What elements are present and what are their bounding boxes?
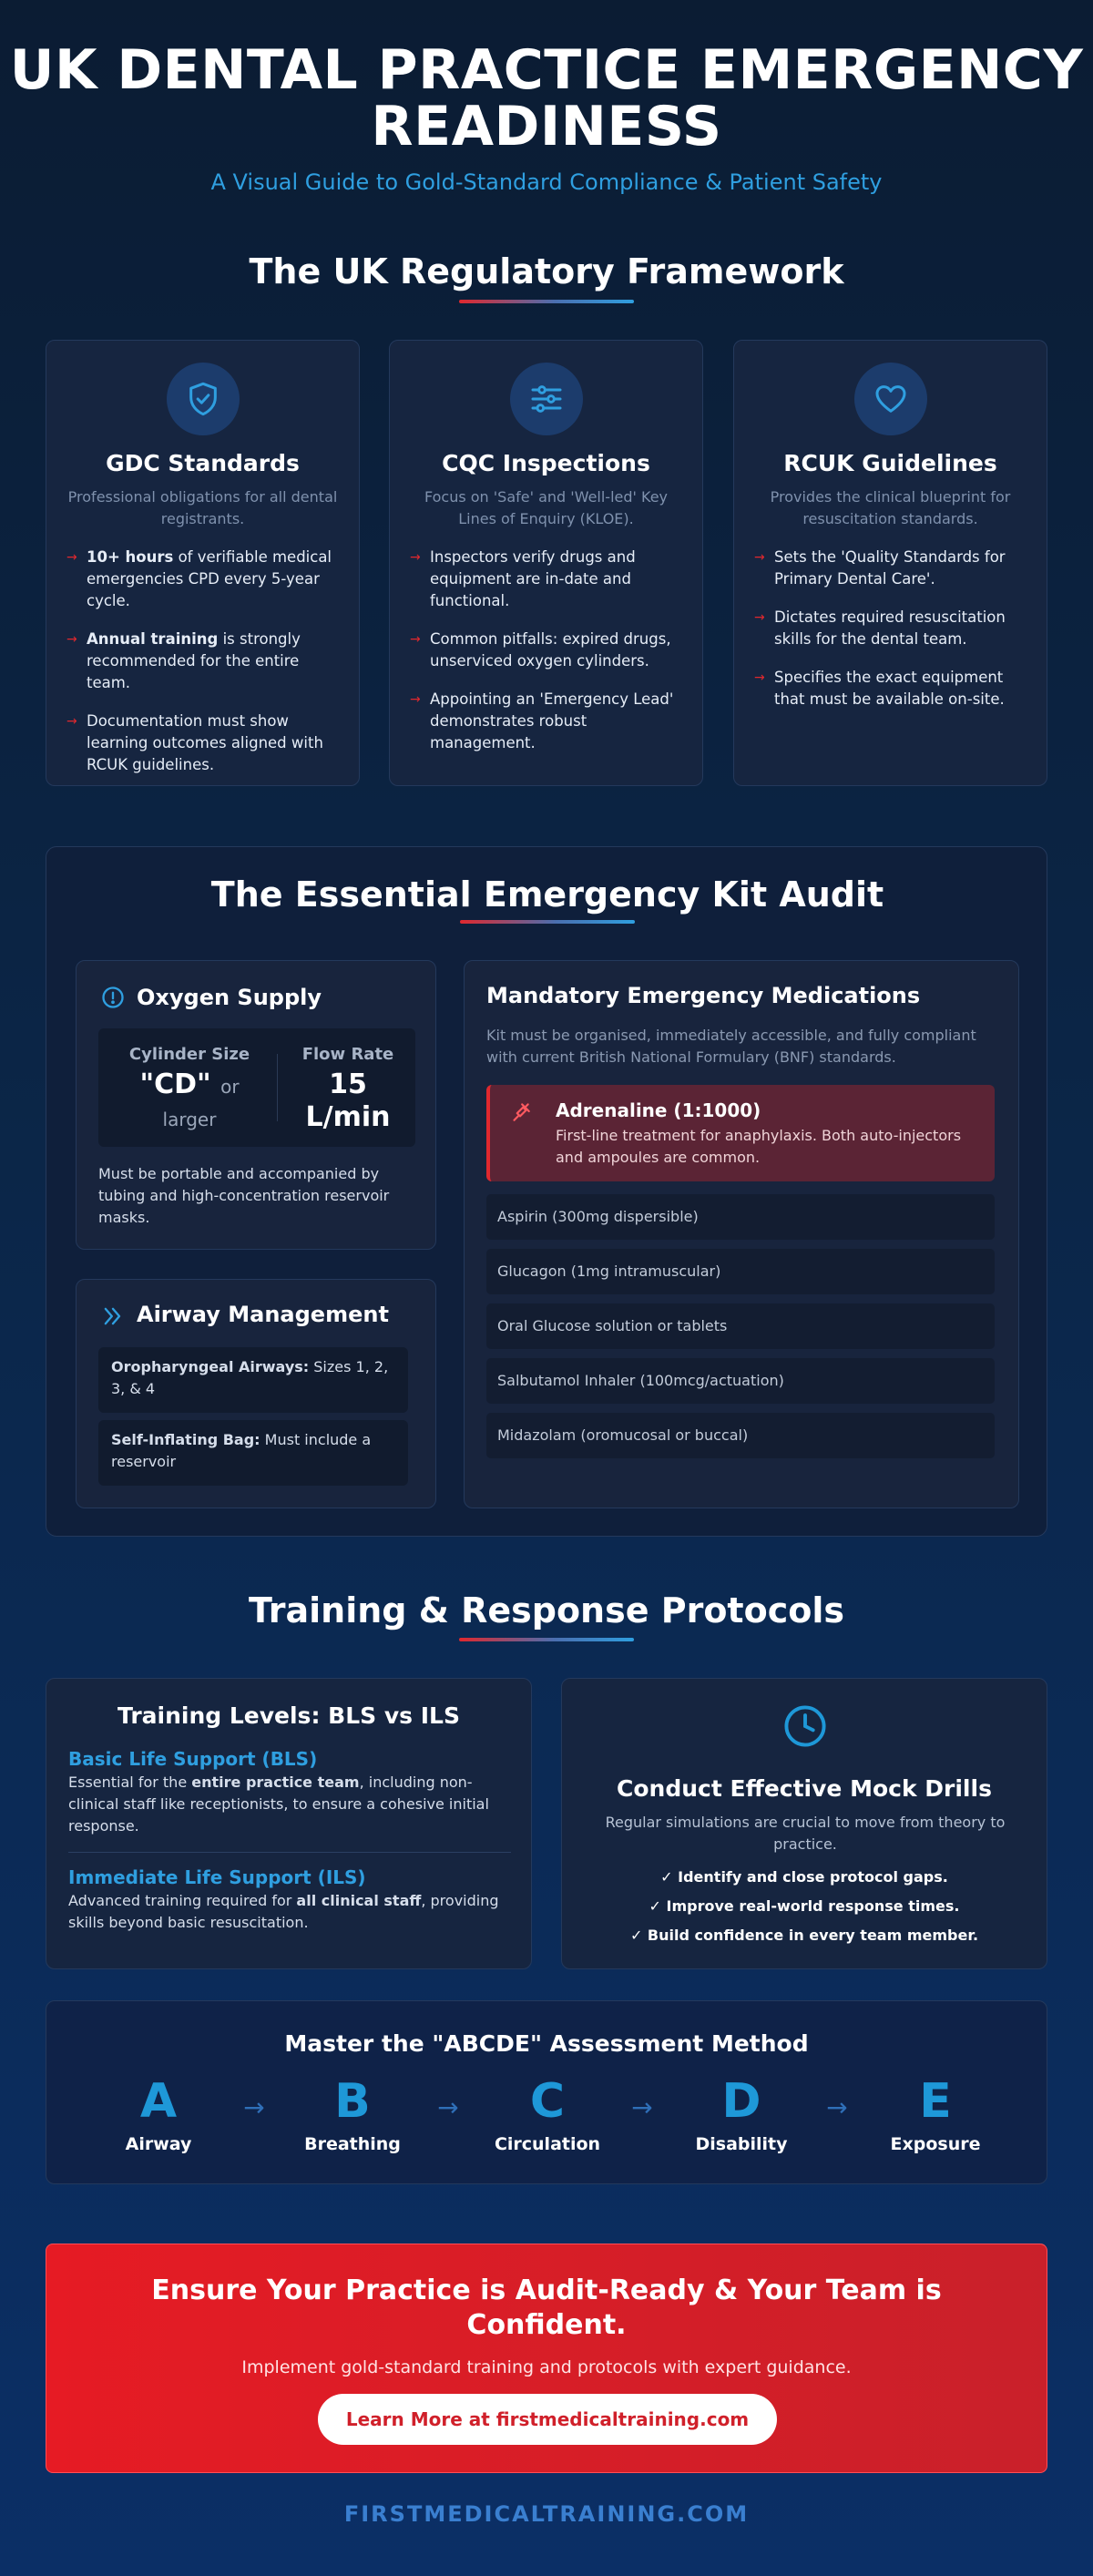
medication-row: Glucagon (1mg intramuscular) [486, 1249, 995, 1294]
adrenaline-highlight [486, 1085, 995, 1181]
rcuk-title: RCUK Guidelines [783, 450, 997, 476]
stat-divider [277, 1054, 278, 1121]
list-item: ✓ Build confidence in every team member. [629, 1927, 979, 1944]
footer-link[interactable]: FIRSTMEDICALTRAINING.COM [343, 2501, 750, 2527]
mock-drills-title: Conduct Effective Mock Drills [617, 1775, 992, 1802]
abcde-title: Master the "ABCDE" Assessment Method [284, 2030, 809, 2057]
training-title: Training & Response Protocols [249, 1590, 844, 1630]
arrow-right-icon: → [437, 2092, 459, 2122]
list-item: → Annual training is strongly recommended for the entire team. [66, 630, 301, 691]
title-line-1: UK DENTAL PRACTICE EMERGENCY [9, 38, 1084, 102]
gdc-title: GDC Standards [106, 450, 300, 476]
airway-title: Airway Management [137, 1302, 389, 1327]
list-item: → Sets the 'Quality Standards for Primary Dental Care'. [754, 548, 1006, 588]
cqc-subtitle: Focus on 'Safe' and 'Well-led' Key Lines of Enquiry (KLOE). [424, 488, 669, 527]
list-item: ✓ Improve real-world response times. [649, 1897, 960, 1915]
cqc-bullets [410, 547, 682, 771]
alert-circle-icon [100, 985, 126, 1014]
abcde-word: Breathing [304, 2134, 401, 2154]
list-item: → Documentation must show learning outcomes aligned with RCUK guidelines. [66, 712, 323, 773]
medication-row: Oral Glucose solution or tablets [486, 1303, 995, 1349]
arrow-right-icon: → [826, 2092, 848, 2122]
clock-icon [781, 1702, 829, 1753]
page-title [0, 38, 1093, 158]
list-item: → Specifies the exact equipment that must be available on-site. [754, 669, 1005, 708]
kit-rule [460, 920, 635, 924]
arrow-right-icon: → [631, 2092, 653, 2122]
list-item: → Common pitfalls: expired drugs, unserviced oxygen cylinders. [410, 630, 671, 670]
list-item: Oropharyngeal Airways: Sizes 1, 2, 3, & 4 [98, 1347, 408, 1413]
abcde-word: Exposure [890, 2134, 981, 2154]
medication-row: Salbutamol Inhaler (100mcg/actuation) [486, 1358, 995, 1404]
oxygen-note: Must be portable and accompanied by tubing and high-concentration reservoir masks. [98, 1165, 390, 1226]
abcde-panel [46, 2000, 1047, 2184]
abcde-word: Disability [695, 2134, 788, 2154]
rcuk-card [733, 340, 1047, 786]
list-item: → Inspectors verify drugs and equipment are in-date and functional. [410, 548, 636, 609]
list-item: → Appointing an 'Emergency Lead' demonstrates robust management. [410, 690, 674, 751]
shield-check-icon [167, 363, 240, 435]
framework-rule [459, 300, 634, 303]
abcde-letter: B [334, 2074, 371, 2129]
sliders-icon [510, 363, 583, 435]
oxygen-card [76, 960, 436, 1250]
abcde-letter: E [919, 2074, 952, 2129]
title-line-2: READINESS [371, 95, 722, 158]
training-levels-card [46, 1678, 532, 1969]
adrenaline-title: Adrenaline (1:1000) [556, 1099, 761, 1121]
medication-row: Midazolam (oromucosal or buccal) [486, 1413, 995, 1458]
list-item: → Dictates required resuscitation skills for the dental team. [754, 608, 1006, 648]
cylinder-label: Cylinder Size [128, 1045, 250, 1064]
heart-icon [854, 363, 927, 435]
ils-text: Advanced training required for all clinical staff, providing skills beyond basic resuscitation. [68, 1892, 499, 1931]
gdc-card [46, 340, 360, 786]
mock-drills-text: Regular simulations are crucial to move from theory to practice. [605, 1814, 1006, 1853]
gdc-bullets [66, 547, 339, 792]
arrow-right-icon: → [243, 2092, 265, 2122]
cylinder-value: "CD" or [139, 1068, 240, 1100]
abcde-word: Airway [125, 2134, 192, 2154]
adrenaline-text: First-line treatment for anaphylaxis. Both auto-injectors and ampoules are common. [556, 1127, 962, 1166]
cylinder-suffix: larger [162, 1109, 217, 1130]
oxygen-stats [98, 1028, 415, 1147]
training-levels-title: Training Levels: BLS vs ILS [117, 1702, 460, 1729]
levels-divider [68, 1852, 511, 1853]
flow-unit: L/min [305, 1101, 391, 1133]
ils-title: Immediate Life Support (ILS) [68, 1866, 366, 1888]
medications-card [464, 960, 1019, 1508]
medication-row: Aspirin (300mg dispersible) [486, 1194, 995, 1240]
list-item: ✓ Identify and close protocol gaps. [660, 1868, 948, 1886]
medications-title: Mandatory Emergency Medications [486, 983, 921, 1008]
medications-intro: Kit must be organised, immediately accessible, and fully compliant with current British National Formulary (BNF) standards. [486, 1027, 976, 1066]
cta-subtitle: Implement gold-standard training and protocols with expert guidance. [241, 2357, 852, 2377]
mock-drills-card [561, 1678, 1047, 1969]
cqc-title: CQC Inspections [442, 450, 650, 476]
rcuk-subtitle: Provides the clinical blueprint for resuscitation standards. [770, 488, 1011, 527]
flow-label: Flow Rate [301, 1045, 394, 1064]
kit-title: The Essential Emergency Kit Audit [210, 874, 884, 915]
oxygen-title: Oxygen Supply [137, 985, 322, 1010]
syringe-icon [508, 1099, 532, 1127]
list-item: → 10+ hours of verifiable medical emergencies CPD every 5-year cycle. [66, 548, 332, 609]
gdc-subtitle: Professional obligations for all dental registrants. [67, 488, 338, 527]
airway-card [76, 1279, 436, 1508]
cta-title: Ensure Your Practice is Audit-Ready & Your Team is Confident. [151, 2274, 942, 2341]
bls-text: Essential for the entire practice team, including non-clinical staff like receptionists, to ensure a cohesive initial response. [68, 1774, 489, 1835]
abcde-word: Circulation [494, 2134, 601, 2154]
kit-audit-panel [46, 846, 1047, 1537]
page-subtitle: A Visual Guide to Gold-Standard Compliance & Patient Safety [210, 169, 883, 195]
list-item: Self-Inflating Bag: Must include a reservoir [98, 1420, 408, 1486]
double-chevron-icon [100, 1303, 126, 1333]
abcde-letter: A [139, 2074, 178, 2129]
abcde-letter: C [529, 2074, 566, 2129]
cta-banner [46, 2244, 1047, 2473]
bls-title: Basic Life Support (BLS) [68, 1748, 318, 1770]
flow-value: 15 [329, 1068, 367, 1100]
rcuk-bullets [754, 547, 1027, 727]
abcde-letter: D [721, 2074, 761, 2129]
learn-more-button[interactable]: Learn More at firstmedicaltraining.com [318, 2394, 777, 2445]
training-rule [459, 1638, 634, 1641]
cqc-card [389, 340, 703, 786]
framework-title: The UK Regulatory Framework [249, 251, 844, 291]
